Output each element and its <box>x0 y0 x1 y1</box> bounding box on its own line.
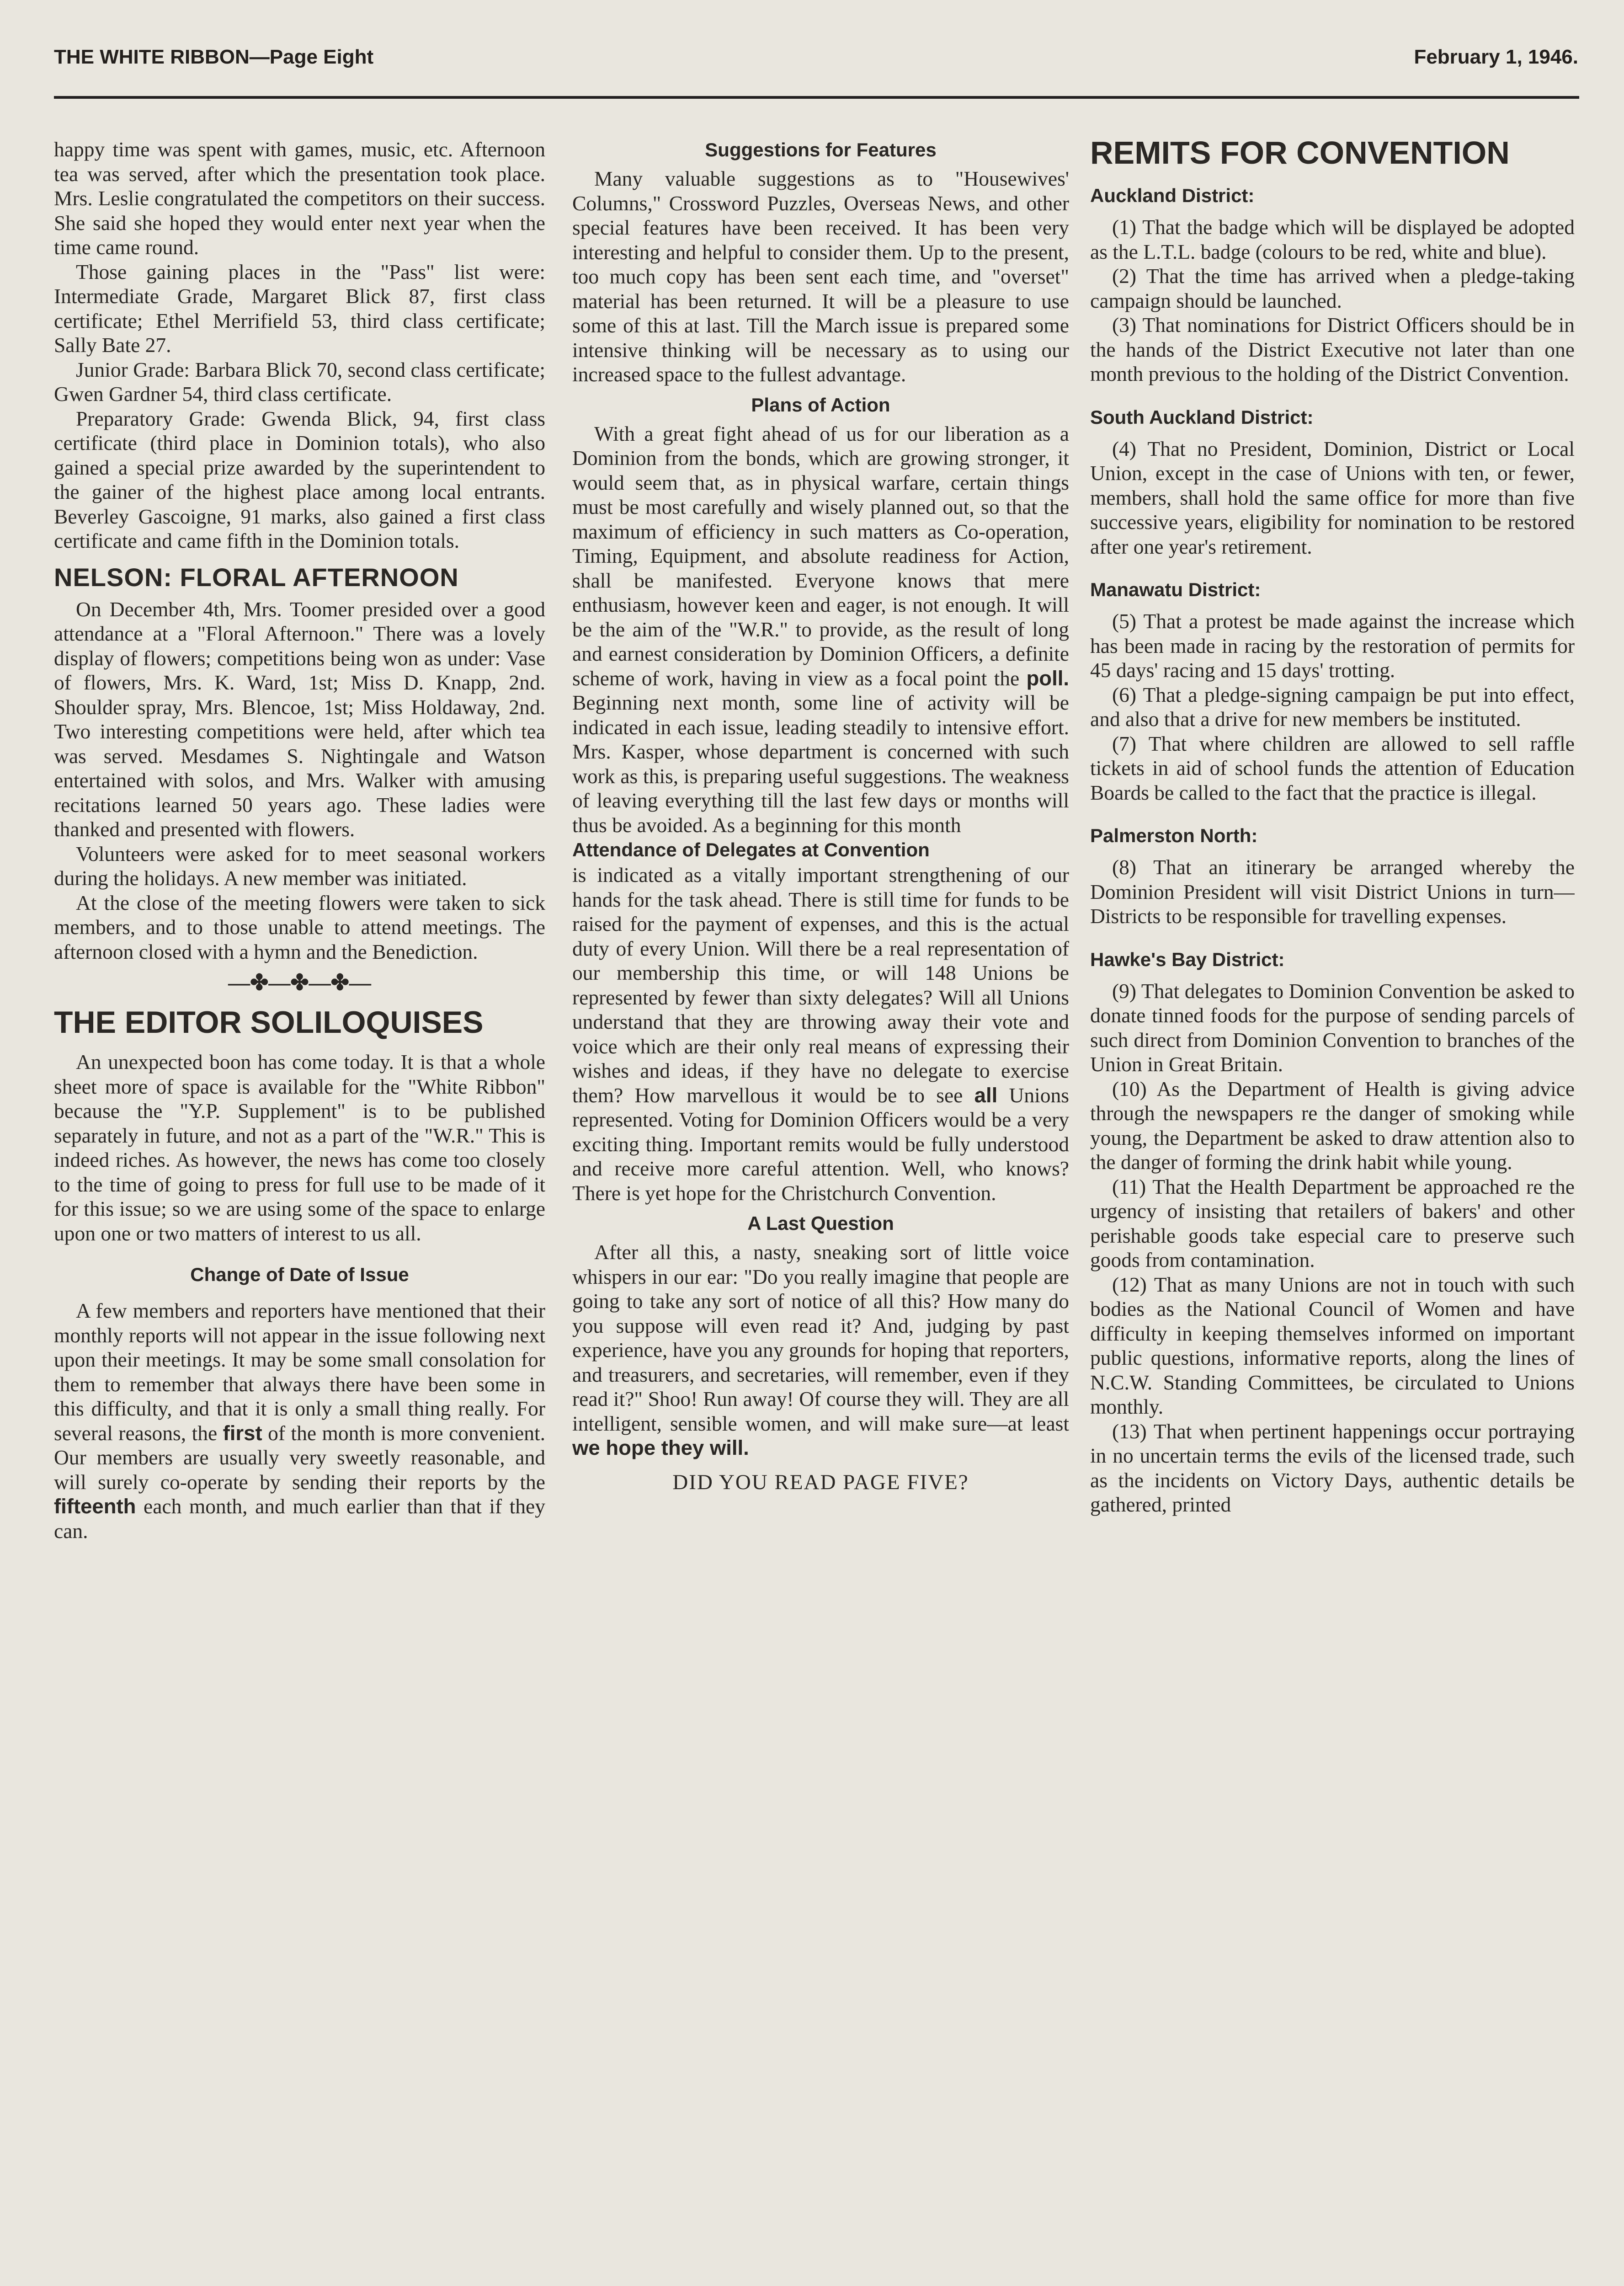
remit-item: (2) That the time has arrived when a pledge-taking campaign should be launched. <box>1090 264 1575 312</box>
section-ornament: —✤—✤—✤— <box>228 971 371 995</box>
paragraph: happy time was spent with games, music, etc. Afternoon tea was served, after which the presentation took place. Mrs. Leslie congratulated the competitors on their success. She said she hoped they would enter next year when the time came round. <box>54 138 545 259</box>
district-heading: Hawke's Bay District: <box>1090 948 1285 970</box>
remit-item: (7) That where children are allowed to sell raffle tickets in aid of school funds the attention of Education Boards be called to the fact that the practice is illegal. <box>1090 732 1575 804</box>
remit-item: (11) That the Health Department be approached re the urgency of insisting that retailers of bakers' and other perishable goods take especial care to preserve such goods from contamination. <box>1090 1175 1575 1271</box>
paragraph: Many valuable suggestions as to "Housewives' Columns," Crossword Puzzles, Overseas News, and other special features have been received. It has been very interesting and helpful to consider them. Up to the present, too much copy has been sent each time, and "overset" material has been returned. It will be a pleasure to use some of this at last. Till the March issue is prepared some intensive thinking will be necessary as to using our increased space to the fullest advantage. <box>572 167 1069 386</box>
remit-item: (8) That an itinerary be arranged whereby the Dominion President will visit District Unions in turn—Districts to be responsible for travelling expenses. <box>1090 855 1575 928</box>
remit-item: (13) That when pertinent happenings occur portraying in no uncertain terms the evils of the licensed trade, such as the incidents on Victory Days, authentic details be gathered, printed <box>1090 1419 1575 1516</box>
last-question-heading: A Last Question <box>747 1212 894 1234</box>
remit-item: (12) That as many Unions are not in touch with such bodies as the National Council of Women and have difficulty in keeping themselves informed on important public questions, informative reports, along the lines of N.C.W. Standing Committees, be circulated to Unions monthly. <box>1090 1272 1575 1418</box>
remit-item: (9) That delegates to Dominion Convention be asked to donate tinned foods for the purpose of sending parcels of such direct from Dominion Convention to branches of the Union in Great Britain. <box>1090 979 1575 1076</box>
nelson-heading: NELSON: FLORAL AFTERNOON <box>54 562 459 592</box>
remit-item: (3) That nominations for District Officers should be in the hands of the District Executive not later than one month previous to the holding of the District Convention. <box>1090 313 1575 385</box>
paragraph: Junior Grade: Barbara Blick 70, second class certificate; Gwen Gardner 54, third class certificate. <box>54 358 545 406</box>
district-heading: Palmerston North: <box>1090 825 1258 846</box>
paragraph: Volunteers were asked for to meet seasonal workers during the holidays. A new member was initiated. <box>54 842 545 890</box>
suggestions-heading: Suggestions for Features <box>705 139 937 160</box>
paragraph: is indicated as a vitally important strengthening of our hands for the task ahead. There is still time for funds to be raised for the payment of expenses, and this is the actual duty of every Union. Will there be a real representation of our membership this time, or will 148 Unions be represented by fewer than sixty delegates? Will all Unions understand that they are throwing away their vote and voice which are their only real means of expressing their wishes and ideas, if they have no delegate to exercise them? How marvellous it would be to see all Unions represented. Voting for Dominion Officers would be a very exciting thing. Important remits would be fully understood and receive more careful attention. Well, who knows? There is yet hope for the Christchurch Convention. <box>572 863 1069 1205</box>
paragraph: On December 4th, Mrs. Toomer presided over a good attendance at a "Floral Afternoon." There was a lovely display of flowers; competitions being won as under: Vase of flowers, Mrs. K. Ward, 1st; Miss D. Knapp, 2nd. Shoulder spray, Mrs. Blencoe, 1st; Miss Holdaway, 2nd. Two interesting competitions were held, after which tea was served. Mesdames S. Nightingale and Watson entertained with solos, and Mrs. Walker with amusing recitations learned 50 years ago. These ladies were thanked and presented with flowers. <box>54 597 545 841</box>
paragraph: After all this, a nasty, sneaking sort of little voice whispers in our ear: "Do you really imagine that people are going to take any sort of notice of all this? How many do you suppose will even read it? And, judging by past experience, have you any grounds for hoping that reporters, and treasurers, and secretaries, will remember, even if they read it?" Shoo! Run away! Of course they will. They are all intelligent, sensible women, and will make sure—at least we hope they will. <box>572 1240 1069 1459</box>
editor-heading: THE EDITOR SOLILOQUISES <box>54 1005 484 1040</box>
column-right <box>1090 137 1575 2286</box>
running-header-left: THE WHITE RIBBON—Page Eight <box>54 46 374 68</box>
closing-line: DID YOU READ PAGE FIVE? <box>672 1470 969 1494</box>
remit-item: (6) That a pledge-signing campaign be put into effect, and also that a drive for new members be instituted. <box>1090 683 1575 731</box>
district-heading: Auckland District: <box>1090 185 1255 206</box>
change-of-date-heading: Change of Date of Issue <box>190 1264 409 1285</box>
paragraph: Preparatory Grade: Gwenda Blick, 94, first class certificate (third place in Dominion totals), who also gained a special prize awarded by the superintendent to the gainer of the highest place among local entrants. Beverley Gascoigne, 91 marks, also gained a first class certificate and came fifth in the Dominion totals. <box>54 406 545 552</box>
district-heading: Manawatu District: <box>1090 579 1261 600</box>
paragraph: With a great fight ahead of us for our liberation as a Dominion from the bonds, which are growing stronger, it would seem that, as in physical warfare, certain things must be most carefully and wisely planned out, so that the maximum of efficiency in such matters as Co-operation, Timing, Equipment, and absolute readiness for Action, shall be manifested. Everyone knows that mere enthusiasm, however keen and eager, is not enough. It will be the aim of the "W.R." to provide, as the result of long and earnest consideration by Dominion Officers, a definite scheme of work, having in view as a focal point the poll. Beginning next month, some line of activity will be indicated in each issue, leading steadily to intensive effort. Mrs. Kasper, whose department is concerned with such work as this, is preparing useful suggestions. The weakness of leaving everything till the last few days or months will thus be avoided. As a beginning for this month <box>572 422 1069 837</box>
plans-heading: Plans of Action <box>751 394 890 416</box>
remit-item: (5) That a protest be made against the increase which has been made in racing by the restoration of permits for 45 days' racing and 15 days' trotting. <box>1090 609 1575 682</box>
paragraph: At the close of the meeting flowers were taken to sick members, and to those unable to attend meetings. The afternoon closed with a hymn and the Benediction. <box>54 891 545 963</box>
remits-heading: REMITS FOR CONVENTION <box>1090 137 1510 171</box>
attendance-heading: Attendance of Delegates at Convention <box>572 839 930 860</box>
remit-item: (1) That the badge which will be displayed be adopted as the L.T.L. badge (colours to be red, white and blue). <box>1090 215 1575 263</box>
header-rule <box>54 96 1579 99</box>
paragraph: An unexpected boon has come today. It is that a whole sheet more of space is available for the "White Ribbon" because the "Y.P. Supplement" is to be published separately in future, and not as a part of the "W.R." This is indeed riches. As however, the news has come too closely to the time of going to press for full use to be made of it for this issue; so we are using some of the space to enlarge upon one or two matters of interest to us all. <box>54 1050 545 1245</box>
running-header-date: February 1, 1946. <box>1414 46 1578 68</box>
remit-item: (10) As the Department of Health is giving advice through the newspapers re the danger of smoking while young, the Department be asked to draw attention also to the danger of forming the drink habit while young. <box>1090 1077 1575 1174</box>
paragraph: A few members and reporters have mentioned that their monthly reports will not appear in the issue following next upon their meetings. It may be some small consolation for them to remember that always there have been some in this difficulty, and that it is only a small thing really. For several reasons, the first of the month is more convenient. Our members are usually very sweetly reasonable, and will surely co-operate by sending their reports by the fifteenth each month, and much earlier than that if they can. <box>54 1299 545 1543</box>
remit-item: (4) That no President, Dominion, District or Local Union, except in the case of Unions with ten, or fewer, members, shall hold the same office for more than five successive years, eligibility for nomination to be restored after one year's retirement. <box>1090 437 1575 558</box>
district-heading: South Auckland District: <box>1090 406 1314 428</box>
column-left <box>54 137 545 2286</box>
column-middle <box>572 137 1069 2286</box>
paragraph: Those gaining places in the "Pass" list were: Intermediate Grade, Margaret Blick 87, first class certificate; Ethel Merrifield 53, third class certificate; Sally Bate 27. <box>54 260 545 357</box>
